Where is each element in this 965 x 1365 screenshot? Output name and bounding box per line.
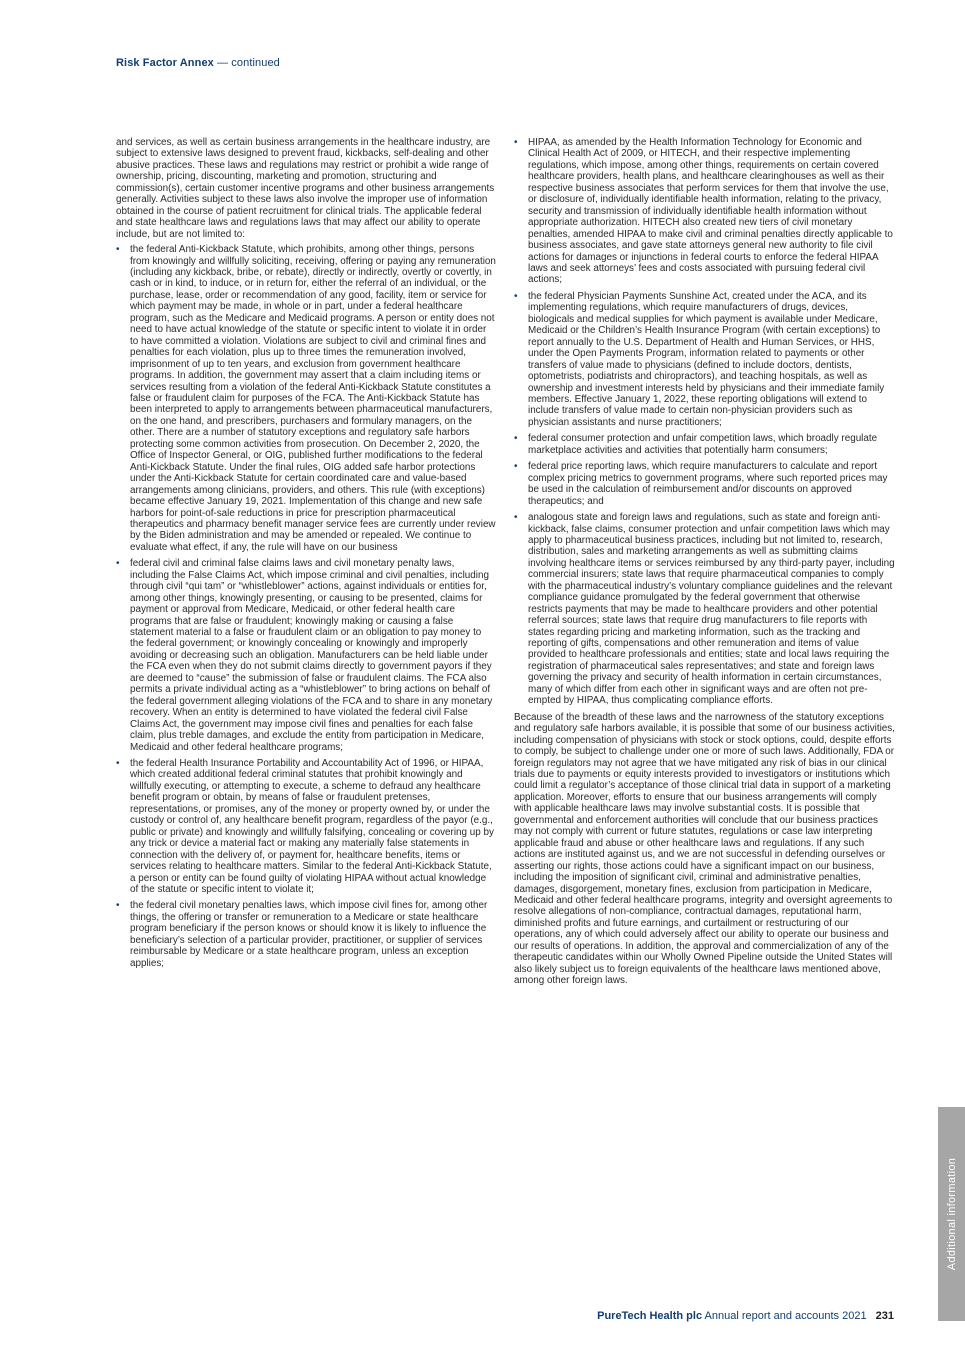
bullet-text: the federal Anti-Kickback Statute, which prohibits, among other things, persons from knowingly and willfully soliciting, receiving, offering or paying any remuneration (including any kickback, bribe, or rebate), directly or indirectly, overtly or covertly, in cash or in kind, to induce, or in return for, either the referral of an individual, or the purchase, lease, order or recommendation of any good, facility, item or service for which payment may be made, in whole or in part, under a federal healthcare program, such as the Medicare and Medicaid programs. A person or entity does not need to have actual knowledge of the statute or specific intent to violate it in order to have committed a violation. Violations are subject to civil and criminal fines and penalties for each violation, plus up to three times the remuneration involved, imprisonment of up to ten years, and exclusion from government healthcare programs. In addition, the government may assert that a claim including items or services resulting from a violation of the federal Anti-Kickback Statute constitutes a false or fraudulent claim for purposes of the FCA. The Anti-Kickback Statute has been interpreted to apply to arrangements between pharmaceutical manufacturers, on the one hand, and prescribers, purchasers and formulary managers, on the other. There are a number of statutory exceptions and regulatory safe harbors protecting some common activities from prosecution. On December 2, 2020, the Office of Inspector General, or OIG, published further modifications to the federal Anti-Kickback Statute. Under the final rules, OIG added safe harbor protections under the Anti-Kickback Statute for certain coordinated care and value-based arrangements among clinicians, providers, and others. This rule (with exceptions) became effective January 19, 2021. Implementation of this change and new safe harbors for point-of-sale reductions in price for prescription pharmaceutical therapeutics and pharmacy benefit manager service fees are currently under review by the Biden administration and may be amended or repealed. We continue to evaluate what effect, if any, the rule will have on our business xyxy=(130,244,496,553)
page-number: 231 xyxy=(875,1310,894,1322)
bullet-text: analogous state and foreign laws and regulations, such as state and foreign anti-kickback, false claims, consumer protection and unfair competition laws which may apply to pharmaceutical business practices, including but not limited to, research, distribution, sales and marketing arrangements as well as submitting claims involving healthcare items or services reimbursed by any third-party payer, including commercial insurers; state laws that require pharmaceutical companies to comply with the pharmaceutical industry’s voluntary compliance guidelines and the relevant compliance guidance promulgated by the federal government that otherwise restricts payments that may be made to healthcare providers and other potential referral sources; state laws that require drug manufacturers to file reports with states regarding pricing and marketing information, such as the tracking and reporting of gifts, compensations and other remuneration and items of value provided to healthcare professionals and entities; state and local laws requiring the registration of pharmaceutical sales representatives; and state and foreign laws governing the privacy and security of health information in certain circumstances, many of which differ from each other in significant ways and are often not pre-empted by HIPAA, thus complicating compliance efforts. xyxy=(528,512,895,707)
bullet-item xyxy=(514,291,896,428)
footer-report: Annual report and accounts 2021 xyxy=(704,1310,867,1322)
bullet-item xyxy=(514,137,896,286)
bullet-text: HIPAA, as amended by the Health Information Technology for Economic and Clinical Health Act of 2009, or HITECH, and their respective implementing regulations, which impose, among other things, requirements on certain covered healthcare providers, health plans, and healthcare clearinghouses as well as their respective business associates that perform services for them that involve the use, or disclosure of, individually identifiable health information, relating to the privacy, security and transmission of individually identifiable health information without appropriate authorization. HITECH also created new tiers of civil monetary penalties, amended HIPAA to make civil and criminal penalties directly applicable to business associates, and gave state attorneys general new authority to file civil actions for damages or injunctions in federal courts to enforce the federal HIPAA laws and seek attorneys’ fees and costs associated with pursuing federal civil actions; xyxy=(528,137,893,286)
bullet-item xyxy=(514,433,896,456)
bullet-text: the federal civil monetary penalties laws, which impose civil fines for, among other things, the offering or transfer or remuneration to a Medicare or state healthcare program beneficiary if the person knows or should know it is likely to influence the beneficiary’s selection of a particular provider, practitioner, or supplier of services reimbursable by Medicare or a state healthcare program, unless an exception applies; xyxy=(130,900,488,969)
right-column xyxy=(514,137,896,991)
bullet-text: the federal Health Insurance Portability and Accountability Act of 1996, or HIPAA, which created additional federal criminal statutes that prohibit knowingly and willfully executing, or attempting to execute, a scheme to defraud any healthcare benefit program or obtain, by means of false or fraudulent pretenses, representations, or promises, any of the money or property owned by, or under the custody or control of, any healthcare benefit program, regardless of the payor (e.g., public or private) and knowingly and willfully falsifying, concealing or covering up by any trick or device a material fact or making any materially false statements in connection with the delivery of, or payment for, healthcare benefits, items or services relating to healthcare matters. Similar to the federal Anti-Kickback Statute, a person or entity can be found guilty of violating HIPAA without actual knowledge of the statute or specific intent to violate it; xyxy=(130,758,494,895)
bullet-icon: • xyxy=(514,433,518,445)
bullet-text: the federal Physician Payments Sunshine Act, created under the ACA, and its implementing regulations, which require manufacturers of drugs, devices, biologicals and medical supplies for which payment is available under Medicare, Medicaid or the Children’s Health Insurance Program (with certain exceptions) to report annually to the U.S. Department of Health and Human Services, or HHS, under the Open Payments Program, information related to payments or other transfers of value made to physicians (defined to include doctors, dentists, optometrists, podiatrists and chiropractors), and teaching hospitals, as well as ownership and investment interests held by physicians and their immediate family members. Effective January 1, 2022, these reporting obligations will extend to include transfers of value made to certain non-physician providers such as physician assistants and nurse practitioners; xyxy=(528,290,885,428)
bullet-text: federal price reporting laws, which require manufacturers to calculate and report complex pricing metrics to government programs, where such reported prices may be used in the calculation of reimbursement and/or discounts on approved therapeutics; and xyxy=(528,461,888,507)
footer-company: PureTech Health plc xyxy=(597,1310,703,1322)
left-bullet-list xyxy=(116,244,496,969)
bullet-item xyxy=(514,512,896,707)
bullet-icon: • xyxy=(514,461,518,473)
bullet-icon: • xyxy=(514,137,518,148)
bullet-text: federal consumer protection and unfair competition laws, which broadly regulate marketplace activities and activities that potentially harm consumers; xyxy=(528,433,878,456)
bullet-icon: • xyxy=(116,558,120,570)
bullet-item xyxy=(116,244,496,553)
right-bullet-list xyxy=(514,137,896,707)
running-header xyxy=(116,57,280,69)
page-footer xyxy=(597,1310,894,1322)
bullet-item xyxy=(116,758,496,895)
bullet-item xyxy=(116,900,496,969)
bullet-icon: • xyxy=(514,290,518,302)
closing-paragraph: Because of the breadth of these laws and the narrowness of the statutory exceptions and regulatory safe harbors available, it is possible that some of our business activities, including compensation of physicians with stock or stock options, could, despite efforts to comply, be subject to challenge under one or more of such laws. Additionally, FDA or foreign regulators may not agree that we have mitigated any risk of bias in our clinical trials due to payments or equity interests provided to investigators or institutions which could limit a regulator’s acceptance of those clinical trial data in support of a marketing application. Moreover, efforts to ensure that our business arrangements will comply with applicable healthcare laws may involve substantial costs. It is possible that governmental and enforcement authorities will conclude that our business practices may not comply with current or future statutes, regulations or case law interpreting applicable fraud and abuse or other healthcare laws and regulations. If any such actions are instituted against us, and we are not successful in defending ourselves or asserting our rights, those actions could have a significant impact on our business, including the imposition of significant civil, criminal and administrative penalties, damages, disgorgement, monetary fines, exclusion from participation in Medicare, Medicaid and other federal healthcare programs, integrity and oversight agreements to resolve allegations of non-compliance, contractual damages, reputational harm, diminished profits and future earnings, and curtailment or restructuring of our operations, any of which could adversely affect our ability to operate our business and our results of operations. In addition, the approval and commercialization of any of the therapeutic candidates within our Wholly Owned Pipeline outside the United States will also likely subject us to foreign equivalents of the healthcare laws mentioned above, among other foreign laws. xyxy=(514,711,895,987)
section-side-tab[interactable] xyxy=(938,1107,965,1321)
bullet-icon: • xyxy=(116,900,120,912)
bullet-item xyxy=(116,558,496,753)
header-continued: — continued xyxy=(213,57,280,69)
bullet-icon: • xyxy=(116,758,120,770)
side-tab-label: Additional information xyxy=(945,1157,958,1271)
left-column xyxy=(116,137,496,974)
intro-paragraph: and services, as well as certain business arrangements in the healthcare industry, are subject to extensive laws designed to prevent fraud, kickbacks, self-dealing and other abusive practices. These laws and regulations may restrict or prohibit a wide range of ownership, pricing, discounting, marketing and promotion, structuring and commission(s), certain customer incentive programs and other business arrangements generally. Activities subject to these laws also involve the improper use of information obtained in the course of patient recruitment for clinical trials. The applicable federal and state healthcare laws and regulations laws that may affect our ability to operate include, but are not limited to: xyxy=(116,137,495,240)
bullet-item xyxy=(514,461,896,507)
bullet-icon: • xyxy=(514,512,518,524)
header-title: Risk Factor Annex xyxy=(116,57,214,69)
bullet-text: federal civil and criminal false claims laws and civil monetary penalty laws, including the False Claims Act, which impose criminal and civil penalties, including through civil “qui tam” or “whistleblower” actions, against individuals or entities for, among other things, knowingly presenting, or causing to be presented, claims for payment or approval from Medicare, Medicaid, or other federal health care programs that are false or fraudulent; knowingly making or causing a false statement material to a false or fraudulent claim or an obligation to pay money to the federal government; or knowingly concealing or knowingly and improperly avoiding or decreasing such an obligation. Manufacturers can be held liable under the FCA even when they do not submit claims directly to government payors if they are deemed to “cause” the submission of false or fraudulent claims. The FCA also permits a private individual acting as a “whistleblower” to bring actions on behalf of the federal government alleging violations of the FCA and to share in any monetary recovery. When an entity is determined to have violated the federal civil False Claims Act, the government may impose civil fines and penalties for each false claim, plus treble damages, and exclude the entity from participation in Medicare, Medicaid and other federal healthcare programs; xyxy=(130,558,493,753)
bullet-icon: • xyxy=(116,244,120,256)
